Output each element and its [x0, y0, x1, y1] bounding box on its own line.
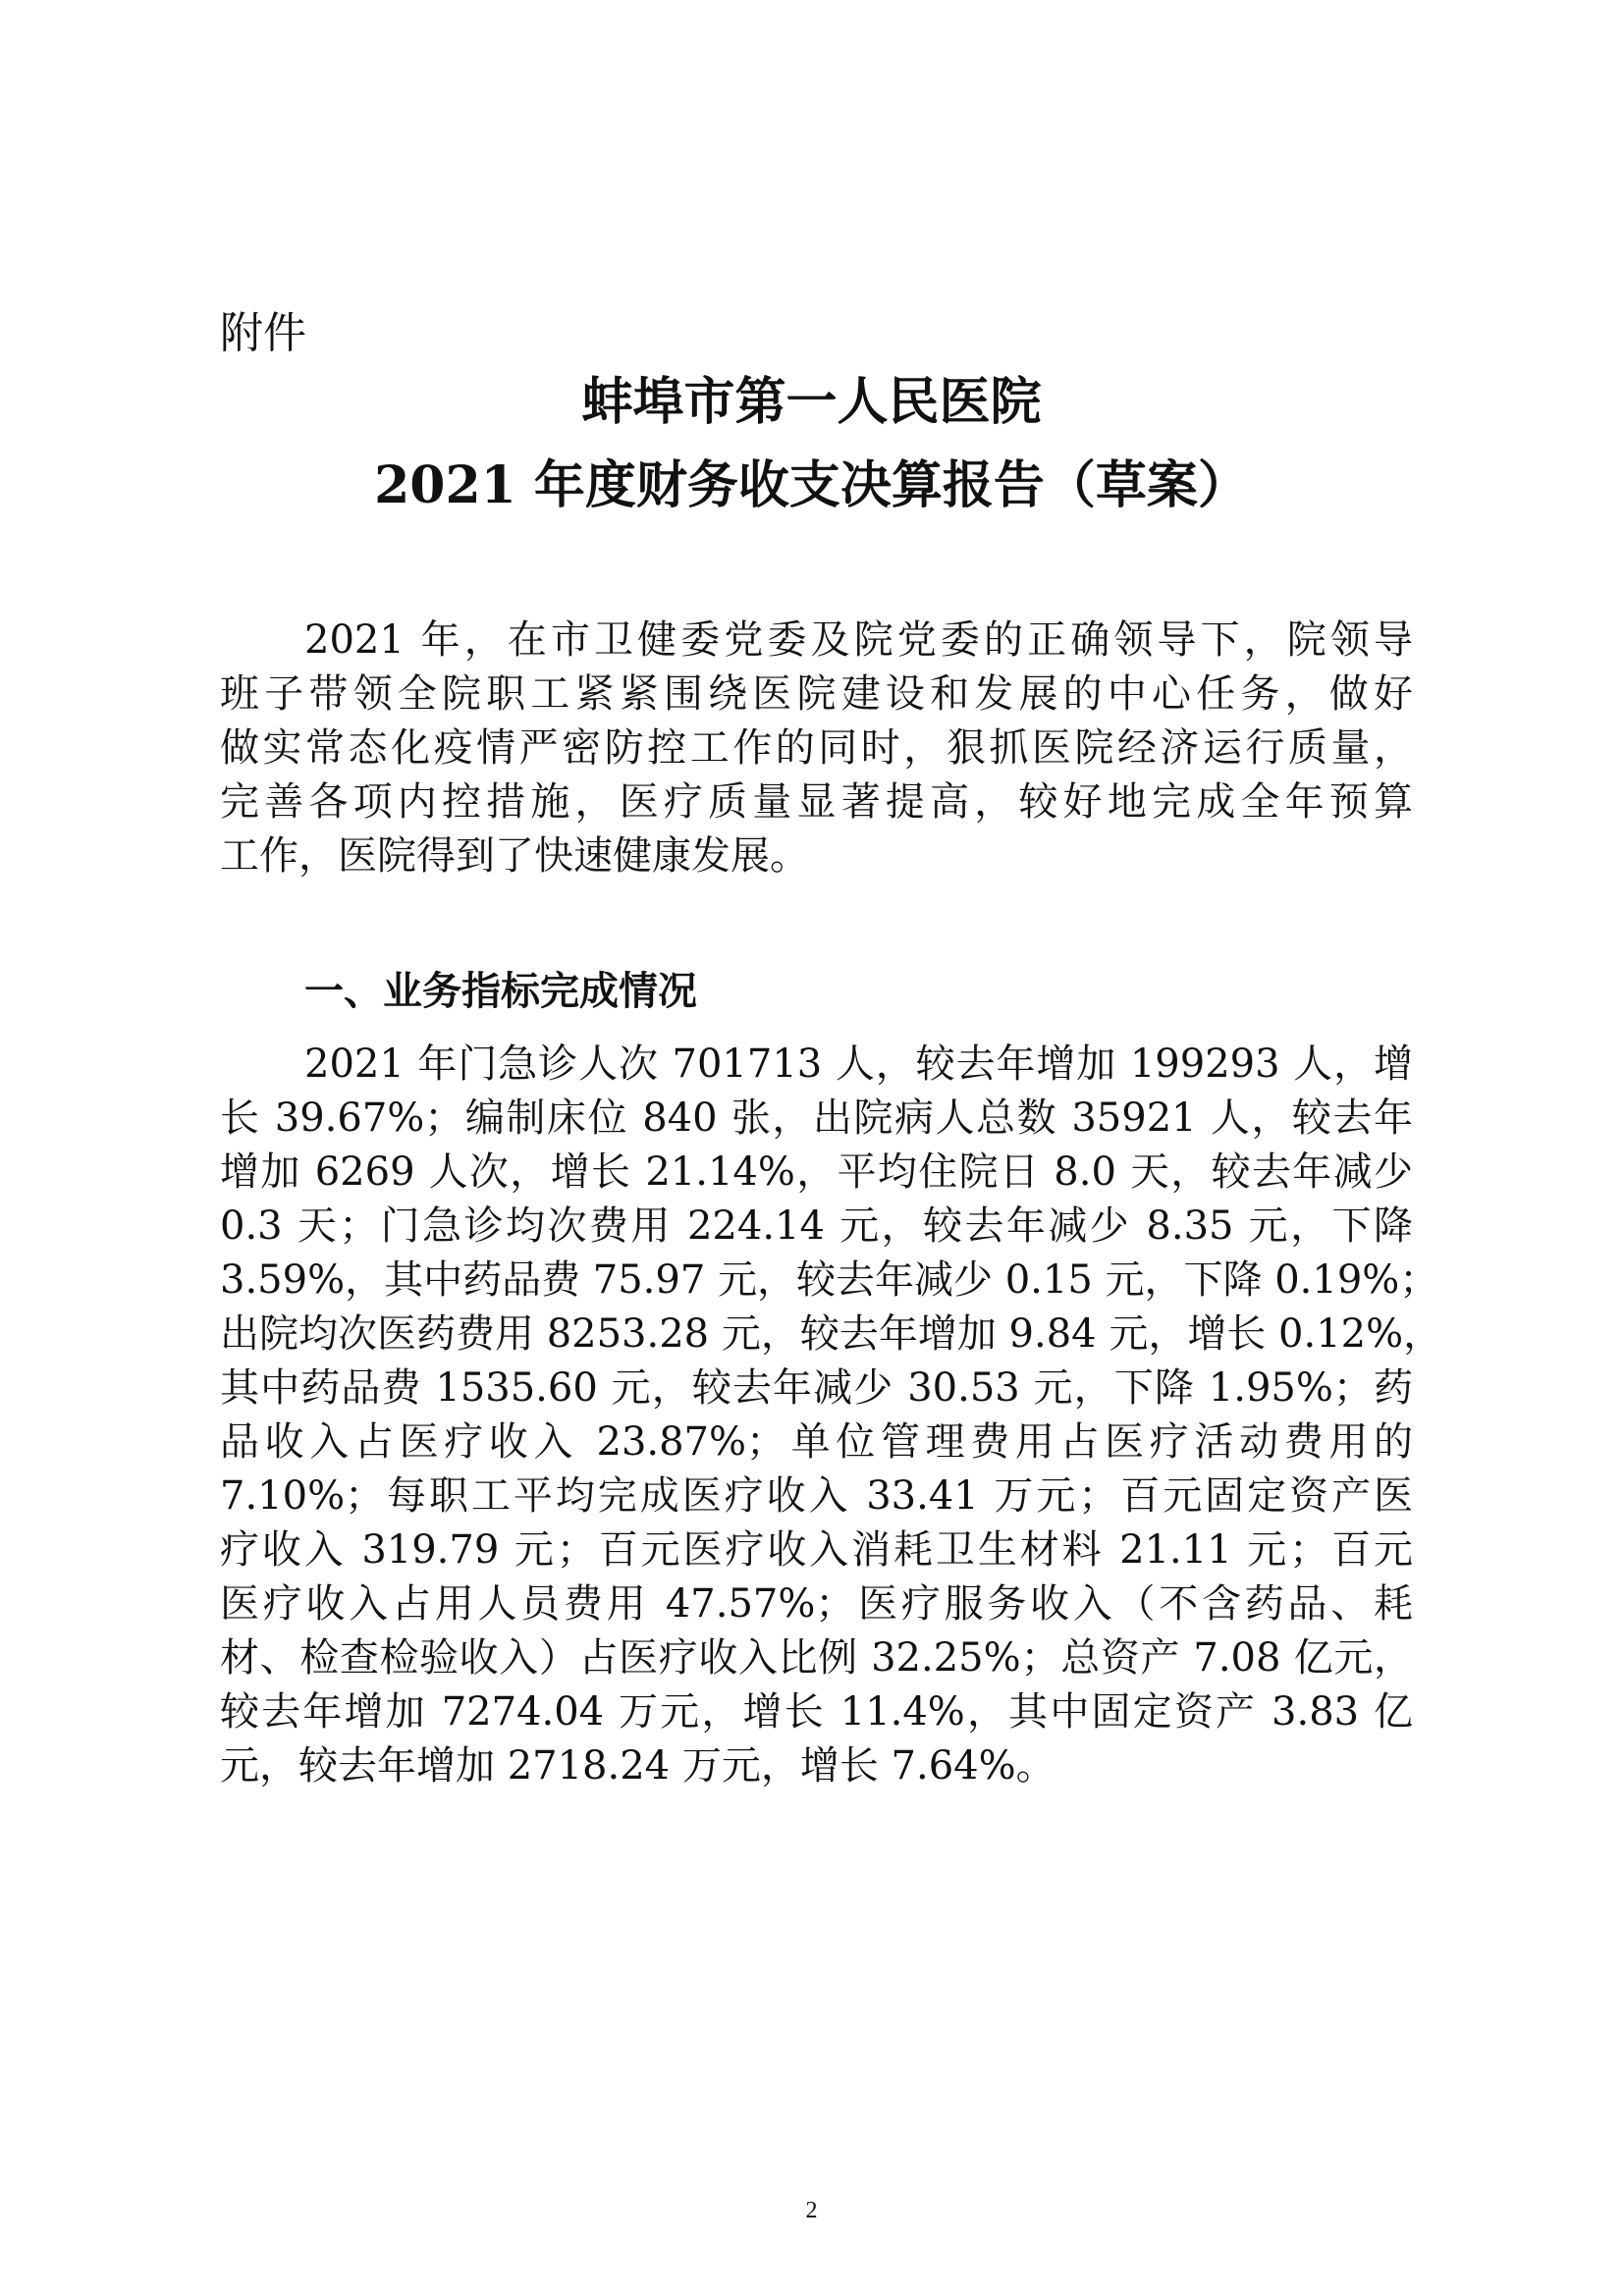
paragraph-line: 材、检查检验收入）占医疗收入比例 32.25%；总资产 7.08 亿元， — [220, 1635, 1413, 1681]
paragraph-line: 长 39.67%；编制床位 840 张，出院病人总数 35921 人，较去年 — [220, 1095, 1413, 1141]
paragraph-line: 3.59%，其中药品费 75.97 元，较去年减少 0.15 元，下降 0.19%； — [220, 1257, 1439, 1303]
paragraph-line: 品收入占医疗收入 23.87%；单位管理费用占医疗活动费用的 — [220, 1419, 1413, 1465]
page-number: 2 — [805, 2198, 818, 2223]
paragraph-line: 元，较去年增加 2718.24 万元，增长 7.64%。 — [220, 1743, 1055, 1789]
paragraph-line: 疗收入 319.79 元；百元医疗收入消耗卫生材料 21.11 元；百元 — [220, 1527, 1413, 1573]
paragraph-line: 较去年增加 7274.04 万元，增长 11.4%，其中固定资产 3.83 亿 — [220, 1689, 1413, 1735]
report-title-line-2: 2021 年度财务收支决算报告（草案） — [374, 455, 1249, 515]
paragraph-line: 2021 年，在市卫健委党委及院党委的正确领导下，院领导 — [304, 617, 1413, 663]
paragraph-line: 班子带领全院职工紧紧围绕医院建设和发展的中心任务，做好 — [220, 671, 1413, 717]
paragraph-line: 出院均次医药费用 8253.28 元，较去年增加 9.84 元，增长 0.12%， — [220, 1311, 1443, 1357]
paragraph-line: 工作，医院得到了快速健康发展。 — [220, 833, 809, 879]
paragraph-line: 完善各项内控措施，医疗质量显著提高，较好地完成全年预算 — [220, 779, 1413, 825]
paragraph-line: 0.3 天；门急诊均次费用 224.14 元，较去年减少 8.35 元，下降 — [220, 1203, 1413, 1249]
paragraph-line: 2021 年门急诊人次 701713 人，较去年增加 199293 人，增 — [304, 1041, 1413, 1087]
paragraph-line: 其中药品费 1535.60 元，较去年减少 30.53 元，下降 1.95%；药 — [220, 1365, 1413, 1411]
paragraph-line: 做实常态化疫情严密防控工作的同时，狠抓医院经济运行质量， — [220, 725, 1413, 771]
report-title-line-1: 蚌埠市第一人民医院 — [581, 372, 1042, 432]
business-indicators-paragraph — [220, 1038, 1443, 1793]
attachment-label: 附件 — [220, 308, 306, 358]
paragraph-line: 医疗收入占用人员费用 47.57%；医疗服务收入（不含药品、耗 — [220, 1581, 1413, 1627]
paragraph-line: 7.10%；每职工平均完成医疗收入 33.41 万元；百元固定资产医 — [220, 1473, 1413, 1519]
paragraph-line: 增加 6269 人次，增长 21.14%，平均住院日 8.0 天，较去年减少 — [220, 1149, 1413, 1195]
intro-paragraph — [220, 614, 1413, 883]
section-heading-business-indicators: 一、业务指标完成情况 — [304, 969, 697, 1014]
